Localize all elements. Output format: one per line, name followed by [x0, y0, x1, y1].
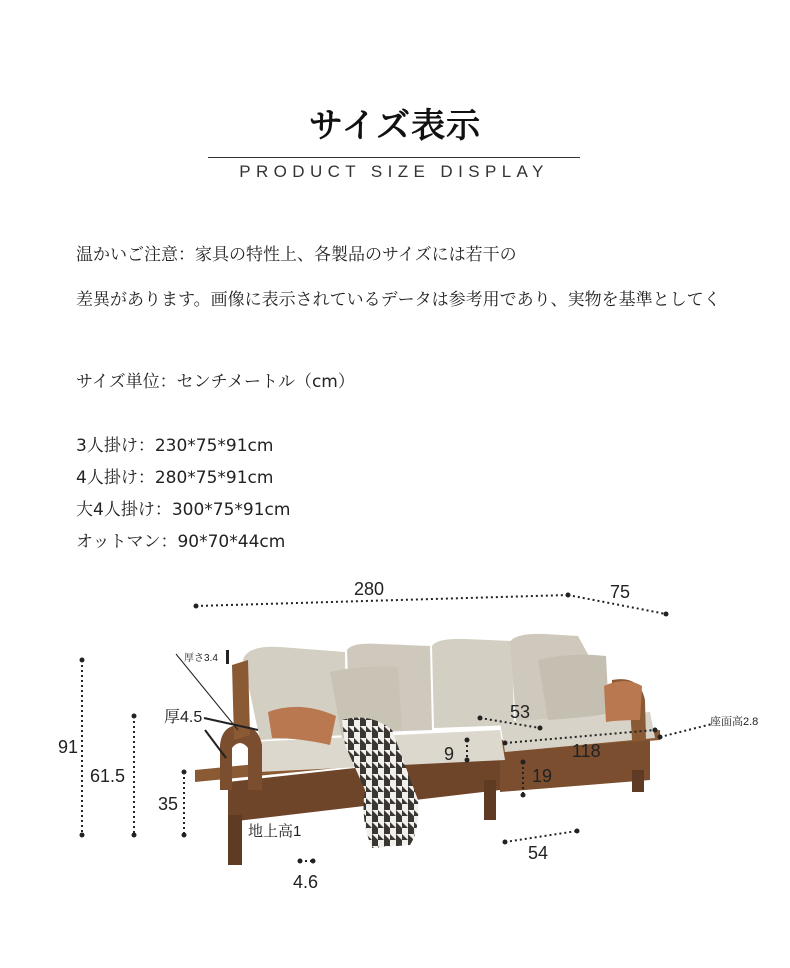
leg-width-label: 4.6	[293, 872, 319, 892]
depth-label: 75	[610, 582, 631, 602]
width-label: 280	[354, 579, 385, 599]
notice-line-2: 差異があります。画像に表示されているデータは参考用であり、実物を基準としてく	[76, 290, 721, 310]
notice-line-1: 温かいご注意：家具の特性上、各製品のサイズには若干の	[76, 245, 517, 265]
seat-width-label: 118	[572, 741, 601, 761]
size-list	[76, 430, 290, 558]
title-divider	[208, 157, 580, 158]
sofa-dimension-diagram	[0, 570, 790, 968]
seat-surface-height-label: 座面高2.8	[710, 716, 759, 728]
page-title: サイズ表示	[308, 106, 482, 146]
leg-depth-label: 54	[528, 843, 549, 863]
armrest-thickness-top-label: 厚さ3.4	[184, 653, 218, 664]
cushion-thickness-label: 9	[444, 744, 455, 764]
base-height-label: 19	[532, 766, 553, 786]
armrest-thickness-label: 厚4.5	[164, 709, 203, 726]
seat-height-label: 35	[158, 794, 179, 814]
size-item: 大4人掛け：300*75*91cm	[76, 500, 291, 520]
seat-depth-label: 53	[510, 702, 531, 722]
size-item: 3人掛け：230*75*91cm	[76, 436, 274, 456]
size-item: 4人掛け：280*75*91cm	[76, 468, 274, 488]
size-item: オットマン：90*70*44cm	[76, 532, 286, 552]
total-height-label: 91	[58, 737, 79, 757]
size-unit-note: サイズ単位：センチメートル（cm）	[76, 372, 355, 392]
back-height-label: 61.5	[90, 766, 126, 786]
ground-clearance-label: 地上高1	[248, 823, 302, 840]
page-subtitle: PRODUCT SIZE DISPLAY	[239, 162, 549, 181]
